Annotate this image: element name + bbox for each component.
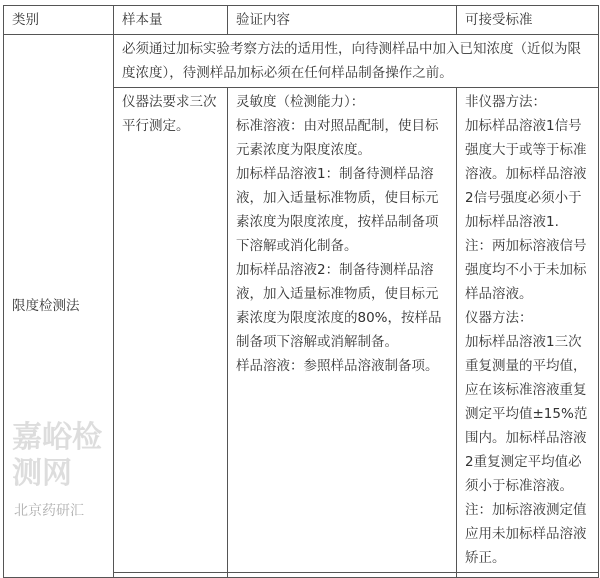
acceptance-line: 仪器方法： bbox=[465, 310, 533, 326]
table-row bbox=[4, 35, 599, 88]
verification-line: 加标样品溶液1：制备待测样品溶液，加入适量标准物质，使目标元素浓度为限度浓度，按样品制备项下溶解或消化制备。 bbox=[236, 166, 439, 254]
header-row bbox=[4, 6, 599, 35]
verification-line: 灵敏度（检测能力）： bbox=[236, 94, 365, 110]
empty-cell bbox=[457, 573, 599, 578]
empty-cell bbox=[114, 573, 228, 578]
watermark-sub: 北京药研汇 bbox=[14, 503, 84, 519]
acceptance-line: 注：加标溶液测定值应用未加标样品溶液矫正。 bbox=[465, 502, 587, 566]
acceptance-line: 加标样品溶液1信号强度大于或等于标准溶液。加标样品溶液2信号强度必须小于加标样品溶液1. bbox=[465, 118, 587, 230]
header-acceptance: 可接受标准 bbox=[457, 6, 599, 35]
empty-cell bbox=[228, 573, 457, 578]
sample-size-cell: 仪器法要求三次平行测定。 bbox=[114, 88, 228, 573]
category-cell: 限度检测法 bbox=[4, 35, 114, 578]
verification-line: 样品溶液：参照样品溶液制备项。 bbox=[236, 358, 439, 374]
acceptance-line: 非仪器方法： bbox=[465, 94, 546, 110]
verification-cell bbox=[228, 88, 457, 573]
acceptance-line: 注：两加标溶液信号强度均不小于未加标样品溶液。 bbox=[465, 238, 587, 302]
watermark: 嘉峪检测网 bbox=[12, 420, 102, 491]
acceptance-cell bbox=[457, 88, 599, 573]
acceptance-line: 加标样品溶液1三次重复测量的平均值，应在该标准溶液重复测定平均值±15%范围内。加标样品溶液2重复测定平均值必须小于标准溶液。 bbox=[465, 334, 588, 494]
header-sample-size: 样本量 bbox=[114, 6, 228, 35]
spike-note-cell: 必须通过加标实验考察方法的适用性，向待测样品中加入已知浓度（近似为限度浓度），待测样品加标必须在任何样品制备操作之前。 bbox=[114, 35, 599, 88]
validation-table bbox=[3, 5, 599, 578]
header-category: 类别 bbox=[4, 6, 114, 35]
verification-line: 标准溶液：由对照品配制，使目标元素浓度为限度浓度。 bbox=[236, 118, 439, 158]
header-verification: 验证内容 bbox=[228, 6, 457, 35]
verification-line: 加标样品溶液2：制备待测样品溶液，加入适量标准物质，使目标元素浓度为限度浓度的80%，按样品制备项下溶解或消解制备。 bbox=[236, 262, 442, 350]
